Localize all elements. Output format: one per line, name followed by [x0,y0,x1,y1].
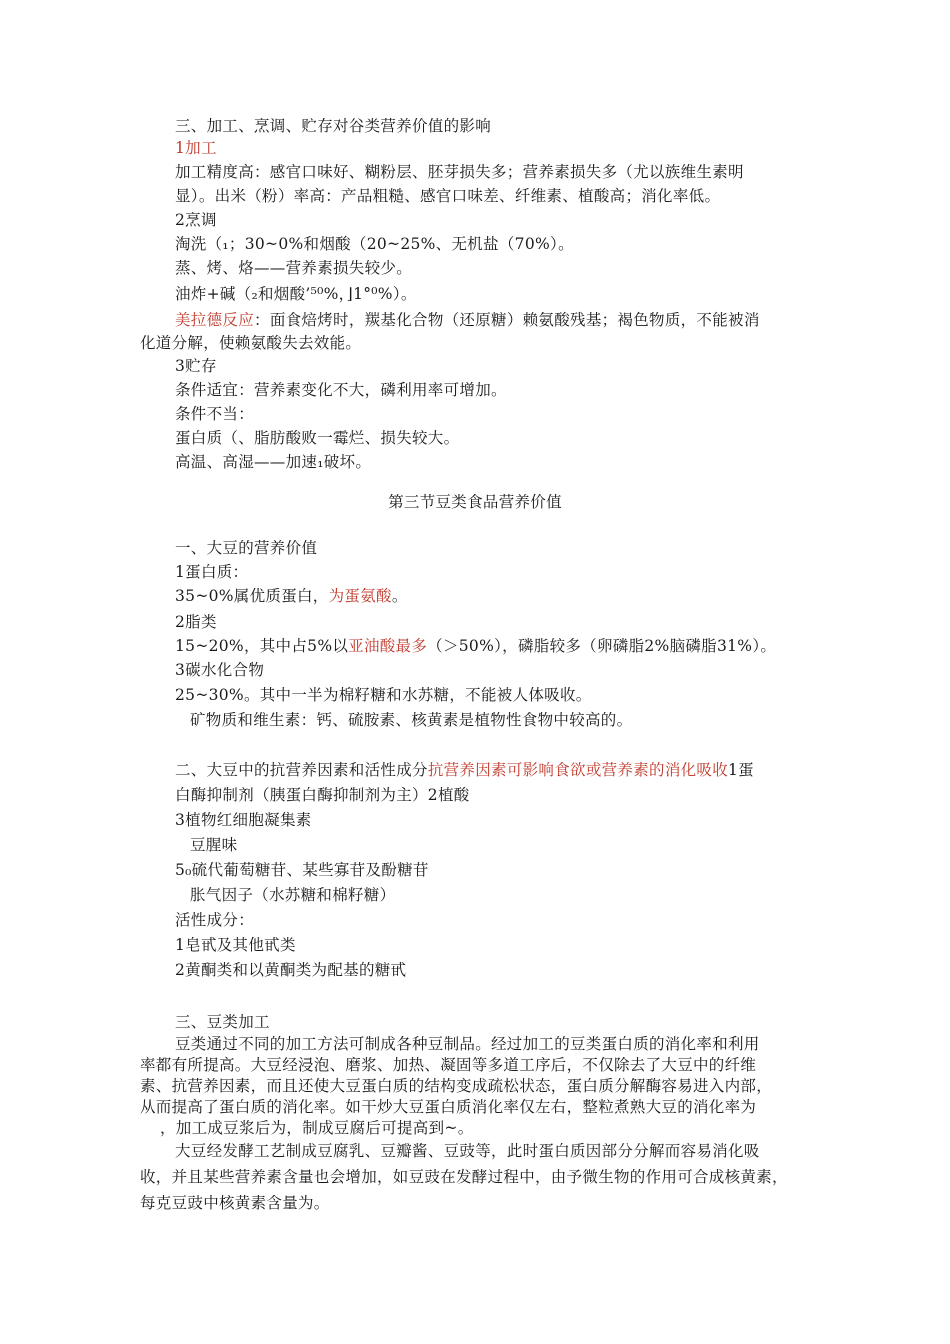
paragraph-line: 收，并且某些营养素含量也会增加，如豆豉在发酵过程中，由予微生物的作用可合成核黄素， [140,1168,788,1186]
part2-heading-line [175,760,754,780]
maillard-text: ：面食焙烤时，羰基化合物（还原糖）赖氨酸残基；褐色物质，不能被消 [254,311,760,329]
part2-heading-tail: 1蛋 [728,761,754,779]
part1-heading: 一、大豆的营养价值 [175,539,318,557]
antinutrient-item: 5₀硫代葡萄糖苷、某些寡苷及酚糖苷 [175,861,429,879]
fat-title: 2脂类 [175,613,217,631]
maillard-line [175,310,760,330]
storage-ok-text: 条件适宜：营养素变化不大，磷利用率可增加。 [175,381,507,399]
active-title: 活性成分： [175,911,255,929]
antinutrient-item: 3植物红细胞凝集素 [175,811,312,829]
paragraph-line: ，加工成豆浆后为，制成豆腐后可提高到~。 [160,1119,474,1137]
fat-text-end: （＞50%），磷脂较多（卵磷脂2%脑磷脂31%）。 [427,637,777,655]
carb-text: 25~30%。其中一半为棉籽糖和水苏糖，不能被人体吸收。 [175,686,592,704]
part2-heading: 二、大豆中的抗营养因素和活性成分 [175,761,428,779]
fat-text: 15~20%，其中占5%以 [175,637,349,655]
cooking-wash-text: 淘洗（₁；30~0%和烟酸（20~25%、无机盐（70%）。 [175,235,574,253]
maillard-term: 美拉德反应 [175,311,255,329]
protein-line [175,586,408,606]
protein-end: 。 [391,587,408,605]
processing-paragraph-line: 加工精度高：感官口味好、糊粉层、胚芽损失多；营养素损失多（尤以族维生素明 [175,163,744,181]
storage-bad-item: 高温、高湿——加速₁破坏。 [175,453,372,471]
part2-heading-highlight: 抗营养因素可影响食欲或营养素的消化吸收 [427,761,729,779]
paragraph-line: 大豆经发酵工艺制成豆腐乳、豆瓣酱、豆豉等，此时蛋白质因部分分解而容易消化吸 [175,1142,760,1160]
paragraph-line: 素、抗营养因素，而且还使大豆蛋白质的结构变成疏松状态，蛋白质分解酶容易进入内部， [140,1077,773,1095]
mineral-text: 矿物质和维生素：钙、硫胺素、核黄素是植物性食物中较高的。 [190,711,633,729]
maillard-text-continued: 化道分解，使赖氨酸失去效能。 [140,334,362,352]
paragraph-line: 率都有所提高。大豆经浸泡、磨浆、加热、凝固等多道工序后，不仅除去了大豆中的纤维 [140,1056,757,1074]
storage-bad-title: 条件不当： [175,405,255,423]
paragraph-line: 每克豆豉中核黄素含量为。 [140,1194,330,1212]
paragraph-line: 豆类通过不同的加工方法可制成各种豆制品。经过加工的豆类蛋白质的消化率和利用 [175,1035,760,1053]
active-item: 2黄酮类和以黄酮类为配基的糖甙 [175,961,407,979]
part2-line: 白酶抑制剂（胰蛋白酶抑制剂为主）2植酸 [175,786,470,804]
storage-title: 3贮存 [175,357,217,375]
protein-highlight: 为蛋氨酸 [328,587,392,605]
cooking-title: 2烹调 [175,211,217,229]
fat-highlight: 亚油酸最多 [348,637,428,655]
carb-title: 3碳水化合物 [175,661,265,679]
antinutrient-item: 胀气因子（水苏糖和棉籽糖） [190,886,396,904]
chapter-title: 第三节豆类食品营养价值 [388,493,562,511]
protein-title: 1蛋白质： [175,563,249,581]
protein-text: 35~0%属优质蛋白， [175,587,329,605]
section-heading: 三、加工、烹调、贮存对谷类营养价值的影响 [175,117,492,135]
cooking-steam-text: 蒸、烤、烙——营养素损失较少。 [175,259,413,277]
part3-heading: 三、豆类加工 [175,1013,270,1031]
processing-title: 1加工 [175,139,217,157]
storage-bad-item: 蛋白质（、脂肪酸败一霉烂、损失较大。 [175,429,460,447]
active-item: 1皂甙及其他甙类 [175,936,296,954]
paragraph-line: 从而提高了蛋白质的消化率。如干炒大豆蛋白质消化率仅左右，整粒煮熟大豆的消化率为 [140,1098,757,1116]
antinutrient-item: 豆腥味 [190,836,238,854]
cooking-fry-text: 油炸+碱（₂和烟酸’⁵⁰%，⌋1°⁰%）。 [175,285,417,303]
processing-paragraph-line: 显）。出米（粉）率高：产品粗糙、感官口味差、纤维素、植酸高；消化率低。 [175,187,721,205]
fat-line [175,636,776,656]
